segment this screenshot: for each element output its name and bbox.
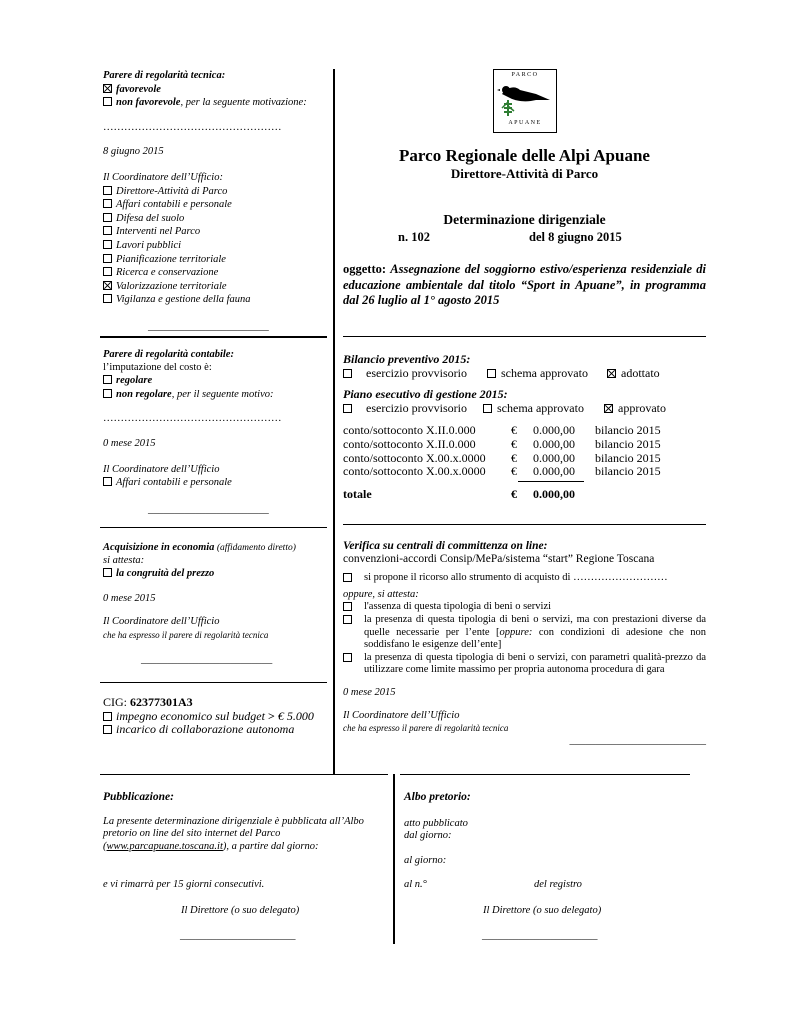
oppure-label: oppure, si attesta:	[343, 588, 419, 600]
parere-tecnico	[103, 70, 328, 334]
impegno-option[interactable]: impegno economico sul budget > € 5.000	[103, 710, 331, 724]
conto-amount: 0.000,00	[533, 436, 575, 451]
conto-bil: bilancio 2015	[595, 464, 661, 479]
checkbox-checked-icon[interactable]	[103, 281, 112, 290]
checkbox-icon[interactable]	[103, 294, 112, 303]
peg-option[interactable]: approvato	[604, 402, 694, 416]
column-divider	[333, 69, 335, 774]
bilancio-option[interactable]: esercizio provvisorio	[343, 367, 487, 381]
dept-name: Direttore-Attività di Parco	[450, 166, 599, 181]
al-numero-label: al n.°	[404, 879, 427, 891]
oggetto-label: oggetto:	[343, 262, 387, 276]
conto-row	[343, 424, 706, 438]
office-option[interactable]: Pianificazione territoriale	[103, 253, 328, 267]
favorevole-option[interactable]: favorevole	[103, 83, 328, 97]
signature-line: __________________________	[569, 734, 706, 746]
verifica-title: Verifica su centrali di committenza on line:	[343, 540, 548, 552]
checkbox-icon[interactable]	[103, 213, 112, 222]
affari-contabili-option[interactable]: Affari contabili e personale	[103, 476, 328, 490]
conto-cur: €	[511, 436, 517, 451]
checkbox-icon[interactable]	[103, 199, 112, 208]
acquisizione-economia	[103, 542, 328, 666]
strumento-option[interactable]: si propone il ricorso allo strumento di acquisto di ………………………	[343, 572, 706, 585]
cig-section	[103, 696, 331, 737]
bilancio-options	[343, 367, 706, 381]
coordinatore-label: Il Coordinatore dell’Ufficio	[103, 616, 220, 628]
signature-line: _______________________	[148, 320, 269, 332]
coordinatore-note: che ha espresso il parere di regolarità tecnica	[343, 723, 509, 734]
office-option[interactable]: Lavori pubblici	[103, 239, 328, 253]
acquisizione-subtitle: (affidamento diretto)	[214, 543, 296, 553]
checkbox-icon[interactable]	[103, 375, 112, 384]
albo-title: Albo pretorio:	[404, 791, 471, 803]
parere-tecnico-date: 8 giugno 2015	[103, 146, 164, 158]
conto-cur: €	[511, 423, 517, 438]
divider-left-3	[100, 682, 327, 683]
office-option[interactable]: Direttore-Attività di Parco	[103, 185, 328, 199]
al-giorno-label: al giorno:	[404, 854, 447, 866]
conto-row	[343, 438, 706, 452]
office-option[interactable]: Difesa del suolo	[103, 212, 328, 226]
verifica-section	[343, 540, 706, 747]
total-amount: 0.000,00	[533, 486, 575, 501]
acquisizione-title: Acquisizione in economia	[103, 542, 215, 553]
conto-row	[343, 465, 706, 479]
checkbox-icon[interactable]	[343, 602, 352, 611]
verifica-subtitle: convenzioni-accordi Consip/MePa/sistema “start” Regione Toscana	[343, 552, 655, 565]
congruita-option[interactable]: la congruità del prezzo	[103, 567, 328, 581]
checkbox-icon[interactable]	[103, 186, 112, 195]
office-option[interactable]: Ricerca e conservazione	[103, 266, 328, 280]
checkbox-icon[interactable]	[103, 226, 112, 235]
conto-conto: conto/sottoconto X.II.0.000	[343, 423, 476, 438]
checkbox-icon[interactable]	[343, 653, 352, 662]
checkbox-icon[interactable]	[103, 240, 112, 249]
office-list	[103, 185, 328, 307]
coordinatore-note: che ha espresso il parere di regolarità tecnica	[103, 629, 269, 640]
total-currency: €	[511, 486, 517, 501]
divider-bottom-right	[400, 774, 690, 775]
conto-conto: conto/sottoconto X.II.0.000	[343, 436, 476, 451]
checkbox-icon[interactable]	[487, 369, 496, 378]
checkbox-icon[interactable]	[103, 97, 112, 106]
checkbox-checked-icon[interactable]	[103, 84, 112, 93]
registro-row	[404, 879, 694, 892]
pubblicazione-title: Pubblicazione:	[103, 791, 174, 803]
logo-bottom-text: APUANE	[508, 120, 542, 126]
checkbox-icon[interactable]	[483, 404, 492, 413]
registro-label: del registro	[534, 879, 582, 891]
incarico-option[interactable]: incarico di collaborazione autonoma	[103, 723, 331, 737]
conto-bil: bilancio 2015	[595, 423, 661, 438]
oggetto-text: Assegnazione del soggiorno estivo/esperienza residenziale di educazione ambientale dal titolo “Sport in Apuane”, in programma dal 26 luglio al 1° agosto 2015	[343, 262, 706, 307]
conto-cur: €	[511, 464, 517, 479]
parere-tecnico-title: Parere di regolarità tecnica:	[103, 70, 226, 81]
non-favorevole-option[interactable]: non favorevole, per la seguente motivazione:	[103, 96, 328, 110]
parco-logo	[493, 69, 557, 133]
pubblicazione-text: La presente determinazione dirigenziale è pubblicata all’Albo pretorio on line del sito internet del Parco (www.parcapuane.toscana.it), a partire dal giorno:	[103, 815, 364, 852]
checkbox-icon[interactable]	[103, 725, 112, 734]
signature-line: _________________________	[141, 653, 273, 665]
bilancio-option[interactable]: adottato	[607, 367, 687, 381]
bilancio-title: Bilancio preventivo 2015:	[343, 352, 471, 366]
conto-bil: bilancio 2015	[595, 450, 661, 465]
conto-cur: €	[511, 450, 517, 465]
divider-right-2	[343, 524, 706, 525]
conto-amount: 0.000,00	[533, 423, 575, 438]
total-row	[343, 488, 706, 502]
signature-line: ______________________	[482, 929, 598, 941]
peg-option[interactable]: schema approvato	[483, 402, 604, 416]
peg-option[interactable]: esercizio provvisorio	[343, 402, 483, 416]
doc-type: Determinazione dirigenziale	[443, 212, 606, 227]
verifica-date: 0 mese 2015	[343, 686, 396, 698]
divider-bottom-left	[100, 774, 388, 775]
conto-bil: bilancio 2015	[595, 436, 661, 451]
assenza-option[interactable]: l'assenza di questa tipologia di beni o servizi	[343, 601, 706, 614]
org-name: Parco Regionale delle Alpi Apuane	[399, 146, 650, 165]
regolare-option[interactable]: regolare	[103, 374, 328, 388]
checkbox-icon[interactable]	[343, 404, 352, 413]
checkbox-icon[interactable]	[103, 712, 112, 721]
office-option[interactable]: Valorizzazione territoriale	[103, 280, 328, 294]
coordinatore-label: Il Coordinatore dell’Ufficio	[343, 709, 460, 721]
office-option[interactable]: Vigilanza e gestione della fauna	[103, 293, 328, 307]
peg-options	[343, 402, 706, 416]
acquisizione-date: 0 mese 2015	[103, 592, 156, 604]
conto-conto: conto/sottoconto X.00.x.0000	[343, 464, 486, 479]
signature-line: ______________________	[180, 929, 296, 941]
checkbox-icon[interactable]	[103, 389, 112, 398]
office-option[interactable]: Interventi nel Parco	[103, 225, 328, 239]
checkbox-icon[interactable]	[103, 477, 112, 486]
imputazione-label: l’imputazione del costo è:	[103, 361, 212, 373]
total-rule	[518, 481, 584, 482]
cig-code: CIG: 62377301A3	[103, 695, 193, 709]
checkbox-checked-icon[interactable]	[607, 369, 616, 378]
direttore-label: Il Direttore (o suo delegato)	[181, 904, 300, 916]
logo-top-text: PARCO	[511, 72, 539, 78]
non-regolare-option[interactable]: non regolare, per il seguente motivo:	[103, 388, 328, 402]
checkbox-icon[interactable]	[343, 615, 352, 624]
conto-amount: 0.000,00	[533, 450, 575, 465]
bilancio-section	[343, 353, 706, 501]
presenza-parametri-option[interactable]: la presenza di questa tipologia di beni o servizi, con parametri qualità-prezzo da utilizzare come limite massimo per propria autonoma procedura di gara	[343, 652, 706, 677]
albo-section	[404, 791, 694, 942]
motivazione-dots: ……………………………………………	[103, 121, 282, 133]
bottom-column-divider	[393, 774, 395, 944]
signature-line: _______________________	[148, 503, 269, 515]
doc-number: n. 102	[398, 230, 430, 244]
conto-table	[343, 424, 706, 478]
checkbox-icon[interactable]	[343, 573, 352, 582]
parere-contabile-date: 0 mese 2015	[103, 437, 156, 449]
checkbox-icon[interactable]	[103, 267, 112, 276]
parere-contabile-title: Parere di regolarità contabile:	[103, 349, 234, 360]
divider-left-2	[100, 527, 327, 528]
divider-right-1	[343, 336, 706, 337]
divider-left-1	[100, 336, 327, 338]
motivo-dots: ……………………………………………	[103, 413, 282, 425]
coordinatore-label: Il Coordinatore dell’Ufficio	[103, 463, 220, 475]
bilancio-option[interactable]: schema approvato	[487, 367, 607, 381]
coordinatore-label: Il Coordinatore dell’Ufficio:	[103, 171, 223, 183]
pubblicazione-section	[103, 791, 388, 942]
atto-pubblicato-label: atto pubblicato	[404, 817, 468, 829]
conto-conto: conto/sottoconto X.00.x.0000	[343, 450, 486, 465]
si-attesta-label: si attesta:	[103, 554, 145, 566]
checkbox-icon[interactable]	[103, 254, 112, 263]
parco-link[interactable]: www.parcapuane.toscana.it	[106, 840, 223, 852]
direttore-label: Il Direttore (o suo delegato)	[483, 904, 602, 916]
conto-amount: 0.000,00	[533, 464, 575, 479]
parere-contabile	[103, 349, 328, 516]
presenza-diverse-option[interactable]: la presenza di questa tipologia di beni o servizi, ma con prestazioni diverse da quelle necessarie per l’ente [oppure: con condizioni di adesione che non soddisfano le esigenze dell’ente]	[343, 614, 706, 652]
bird-icon	[494, 78, 554, 120]
checkbox-icon[interactable]	[103, 568, 112, 577]
peg-title: Piano esecutivo di gestione 2015:	[343, 387, 508, 402]
oggetto	[343, 262, 706, 309]
dal-giorno-label: dal giorno:	[404, 830, 452, 842]
checkbox-icon[interactable]	[343, 369, 352, 378]
pubblicazione-duration: e vi rimarrà per 15 giorni consecutivi.	[103, 879, 265, 891]
doc-date: del 8 giugno 2015	[529, 230, 622, 244]
office-option[interactable]: Affari contabili e personale	[103, 198, 328, 212]
checkbox-checked-icon[interactable]	[604, 404, 613, 413]
conto-row	[343, 452, 706, 466]
total-label: totale	[343, 486, 372, 501]
